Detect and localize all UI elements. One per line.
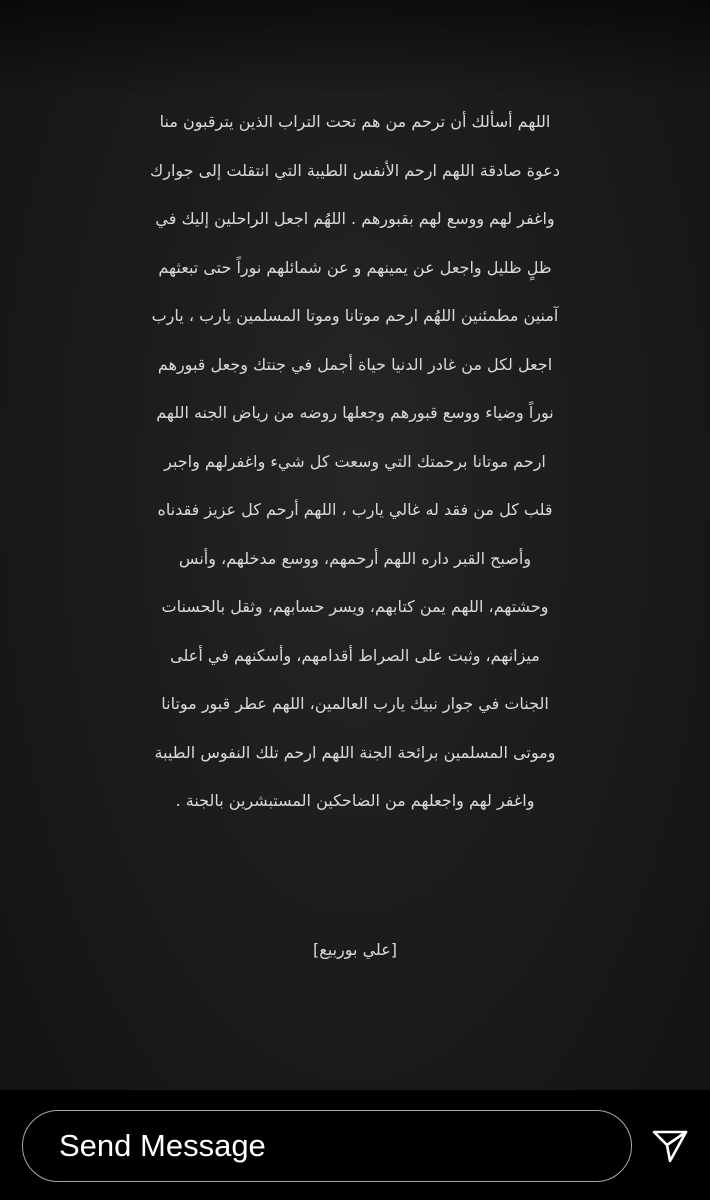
paper-plane-icon: [650, 1126, 690, 1166]
story-text-line: ميزانهم، وثبت على الصراط أقدامهم، وأسكنهم في أعلى: [170, 645, 540, 665]
story-signature: [علي بوربيع]: [313, 940, 397, 959]
story-text-line: وحشتهم، اللهم يمن كتابهم، ويسر حسابهم، وثقل بالحسنات: [161, 597, 549, 616]
story-text-line: واغفر لهم واجعلهم من الضاحكين المستبشرين بالجنة .: [175, 791, 535, 810]
story-text: [0, 98, 710, 826]
story-text-line: اجعل لكل من غادر الدنيا حياة أجمل في جنتك وجعل قبورهم: [157, 354, 553, 374]
story-text-line: نوراً وضياء ووسع قبورهم وجعلها روضه من رياض الجنه اللهم: [156, 403, 554, 422]
story-text-line: ظلٍ ظليل واجعل عن يمينهم و عن شمائلهم نوراً حتى تبعثهم: [158, 257, 552, 277]
story-text-line: دعوة صادقة اللهم ارحم الأنفس الطيبة التي انتقلت إلى جوارك: [150, 160, 560, 180]
story-text-line: آمنين مطمئنين اللهُم ارحم موتانا وموتا المسلمين يارب ، يارب: [151, 306, 559, 325]
story-text-line: وأصبح القبر داره اللهم أرحمهم، ووسع مدخلهم، وأنس: [178, 548, 532, 568]
story-text-line: قلب كل من فقد له غالي يارب ، اللهم أرحم كل عزيز فقدناه: [157, 500, 553, 519]
story-text-line: واغفر لهم ووسع لهم بقبورهم . اللهُم اجعل الراحلين إليك في: [155, 209, 555, 228]
story-text-line: اللهم أسألك أن ترحم من هم تحت التراب الذين يترقبون منا: [159, 112, 551, 131]
story-text-line: الجنات في جوار نبيك يارب العالمين، اللهم عطر قبور موتانا: [161, 694, 549, 713]
story-text-line: ارحم موتانا برحمتك التي وسعت كل شيء واغفرلهم واجبر: [164, 451, 546, 471]
story-top-overlay: [0, 0, 710, 96]
send-button[interactable]: [650, 1126, 690, 1166]
reply-bar: [0, 1090, 710, 1200]
send-message-input[interactable]: [22, 1110, 632, 1182]
story-text-line: وموتى المسلمين برائحة الجنة اللهم ارحم تلك النفوس الطيبة: [154, 742, 556, 762]
